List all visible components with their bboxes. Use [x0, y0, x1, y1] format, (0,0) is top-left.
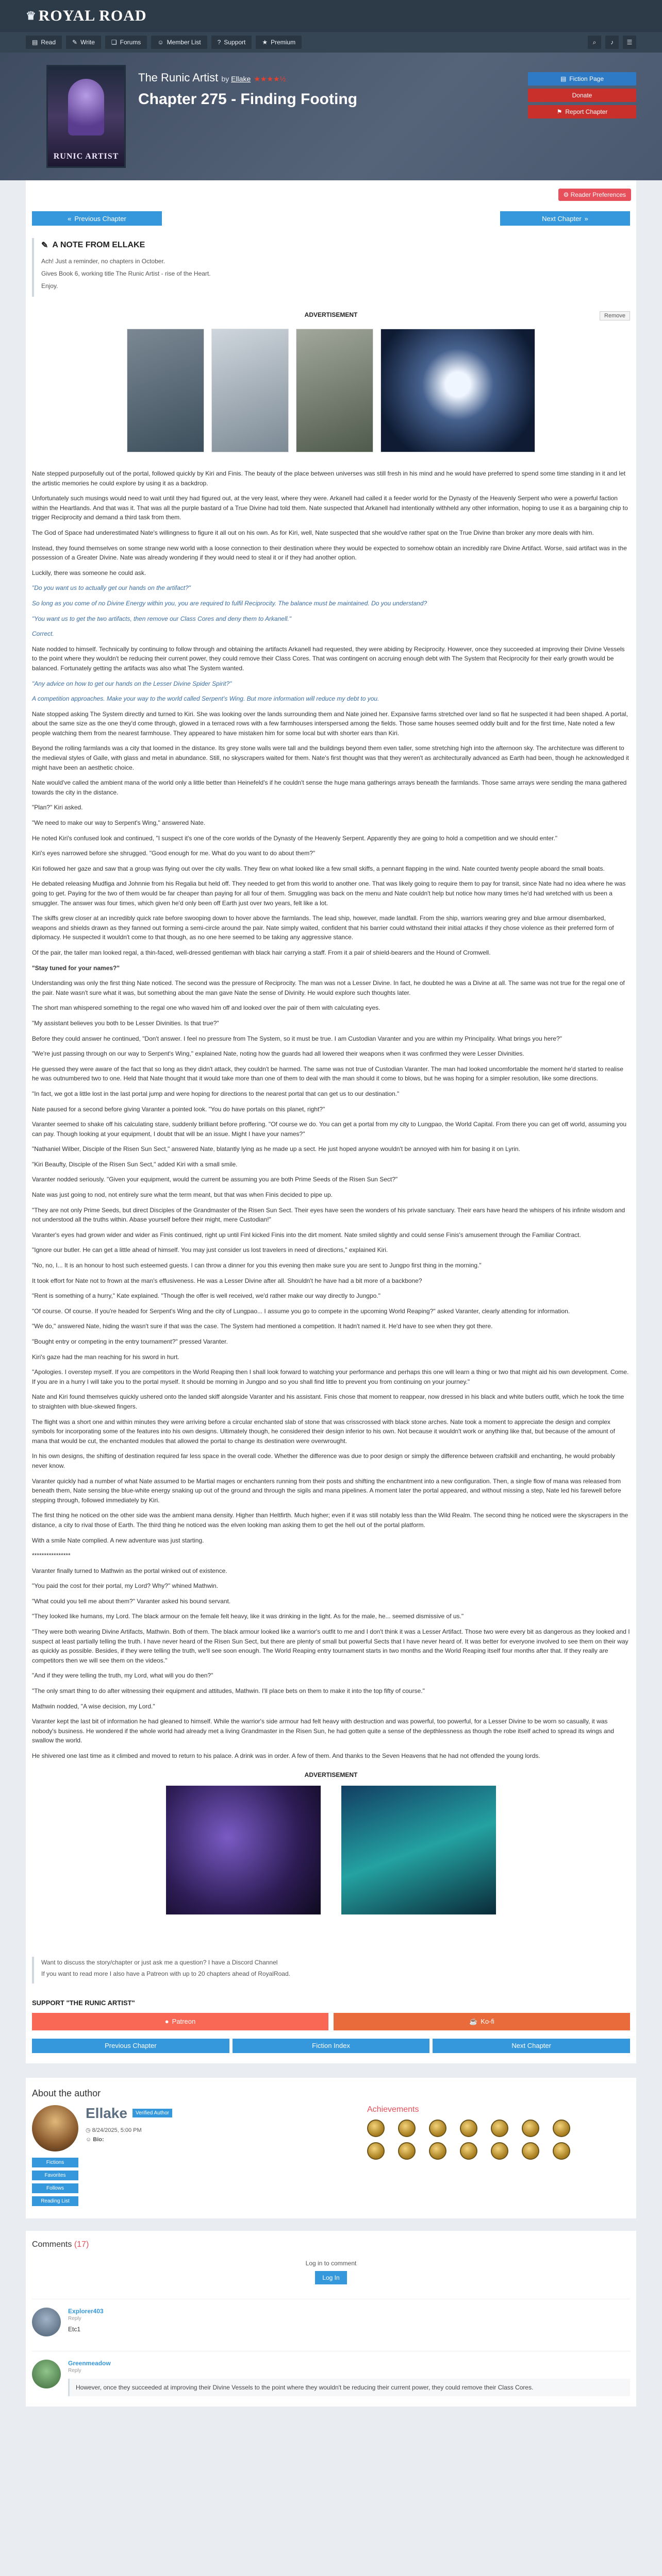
chapter-paragraph: The flight was a short one and within minutes they were arriving before a circular enchanted slab of stone that was crisscrossed with black stone arches. Nate took a moment to appreciate the design and complex symbols for incorporating some of the features into his own designs. Ultimately though, he considered their design inferior to his own. Not because it wouldn't work or anything like that, but because of the amount of mana that would be cut, the enchanted modules that allowed the portal to change its destination were overwrought. — [32, 1418, 615, 1445]
patreon-button[interactable]: ● Patreon — [32, 2013, 328, 2030]
next-chapter-button[interactable]: Next Chapter — [433, 2039, 630, 2053]
pen-icon: ✎ — [72, 39, 78, 46]
commenter-name[interactable]: Greenmeadow — [68, 2359, 111, 2367]
chapter-paragraph: Of the pair, the taller man looked regal, a thin-faced, well-dressed gentleman with black hair carrying a staff. From it a pair of shield-bearers and the Hound of Cromwell. — [32, 948, 491, 956]
chapter-paragraph: **************** — [32, 1552, 71, 1560]
ad-image[interactable] — [380, 329, 535, 452]
commenter-name[interactable]: Explorer403 — [68, 2307, 104, 2315]
ad-image[interactable] — [127, 329, 204, 452]
question-icon: ? — [217, 39, 221, 46]
chapter-paragraph: "You want us to get the two artifacts, then remove our Class Cores and deny them to Arkanell." — [32, 615, 291, 622]
chapter-paragraph: Nate paused for a second before giving Varanter a pointed look. "You do have portals on this planet, right?" — [32, 1105, 325, 1113]
chapter-paragraph: Mathwin nodded, "A wise decision, my Lord." — [32, 1702, 155, 1710]
ad-image[interactable] — [166, 1786, 321, 1914]
chapter-paragraph: He shivered one last time as it climbed and moved to return to his palace. A drink was in order. A few of them. And thanks to the Seven Heavens that he had not offended the young lords. — [32, 1752, 540, 1759]
support-heading: SUPPORT "THE RUNIC ARTIST" — [32, 1998, 135, 2007]
next-chapter-button[interactable]: Next Chapter » — [500, 211, 630, 226]
about-author — [26, 2078, 636, 2218]
chapter-paragraph: The first thing he noticed on the other side was the ambient mana density. Higher than Heltfirth. Much higher; even if it was still notably less than the Wild Realm. The second thing he noticed were the skyscrapers in the distance, a city to rival those of Earth. The third thing he noticed was the elven looking man asking them to get the hell out of the portal platform. — [32, 1512, 628, 1529]
cover-art — [68, 79, 104, 135]
login-button[interactable]: Log In — [315, 2271, 346, 2284]
fiction-title[interactable]: The Runic Artist — [138, 71, 219, 84]
achievement-badge-icon[interactable] — [491, 2120, 508, 2137]
achievement-badge-icon[interactable] — [429, 2120, 446, 2137]
author-note-bottom — [32, 1957, 630, 1984]
author-tag: Verified Author — [133, 2109, 172, 2117]
reader-preferences-button[interactable]: ⚙ Reader Preferences — [558, 189, 632, 201]
chapter-paragraph: The short man whispered something to the regal one who waved him off and looked over the pair of them with calculating eyes. — [32, 1004, 380, 1012]
achievement-badge-icon[interactable] — [460, 2142, 477, 2160]
chapter-content — [32, 469, 630, 1761]
chapter-paragraph: Varanter's eyes had grown wider and wider as Finis continued, right up until Finl kicked Finis into the dirt moment. Nate smiled slightly and could sense Finis's amusement through the Familiar Contract. — [32, 1231, 581, 1239]
nav-support[interactable]: ? Support — [211, 36, 252, 49]
site-header — [0, 0, 662, 32]
chapter-paragraph: "The only smart thing to do after witnessing their equipment and attitudes, Mathwin. I'll place bets on them to make it into the top fifty of course." — [32, 1687, 425, 1695]
chapter-paragraph: Varanter seemed to shake off his calculating stare, suddenly brilliant before proffering. "Of course we do. You can get a portal from my city to Lungpao, the World Capital. From there you can get off world, assuming you can pay. Though looking at your equipment, I doubt that will be an issue. Might I have your names?" — [32, 1121, 627, 1138]
comment-quote: However, once they succeeded at improving their Divine Vessels to the point where they wouldn't be reducing their current power, they could remove their Class Cores. — [68, 2379, 630, 2396]
nav-member-list[interactable]: ☺ Member List — [151, 36, 207, 49]
achievement-badge-icon[interactable] — [522, 2142, 539, 2160]
chapter-paragraph: "Bought entry or competing in the entry tournament?" pressed Varanter. — [32, 1338, 228, 1345]
chapter-paragraph: Varanter nodded seriously. "Given your equipment, would the current be assuming you are both Prime Seeds of the Risen Sun Sect?" — [32, 1176, 398, 1183]
fiction-actions — [528, 72, 636, 118]
cover-title: RUNIC ARTIST — [53, 152, 119, 161]
achievement-badge-icon[interactable] — [522, 2120, 539, 2137]
achievement-badge-icon[interactable] — [553, 2142, 570, 2160]
author-note-line: Want to discuss the story/chapter or just ask me a question? I have a Discord Channel — [41, 1958, 278, 1966]
chapter-paragraph: "Apologies. I overstep myself. If you are competitors in the World Reaping then I shall look forward to watching your performance and perhaps this one will learn a thing or two that might aid his own development. Come. If you are in a hurry I will take you to the portal myself. It should be morning in Jungpo and so you shall find little to prevent you from continuing on your journey." — [32, 1368, 629, 1385]
author-meta: ◷ 8/24/2025, 5:00 PM ☺ Bio: — [86, 2127, 142, 2143]
achievement-badge-icon[interactable] — [398, 2142, 416, 2160]
comments-icon: ❑ — [111, 39, 117, 46]
author-note-line: Enjoy. — [41, 282, 58, 290]
chapter-paragraph: "Rent is something of a hurry," Kate explained. "Though the offer is well received, we'd rather make our way directly to Jungpo." — [32, 1292, 380, 1300]
login-prompt: Log in to comment Log In — [32, 2260, 630, 2284]
chapter-paragraph: "In fact, we got a little lost in the last portal jump and were hoping for directions to the nearest portal that can get us to our destination." — [32, 1090, 400, 1097]
ad-image[interactable] — [296, 329, 373, 452]
rating-stars: ★★★★½ — [254, 75, 286, 83]
chevron-right-icon: » — [584, 214, 588, 223]
chapter-paragraph: It took effort for Nate not to frown at the man's effusiveness. He was a Lesser Divine after all. Shouldn't he have had a bit more of a backbone? — [32, 1277, 422, 1284]
search-icon[interactable]: ⌕ — [588, 36, 601, 49]
chapter-paragraph: "We do," answered Nate, hiding the wasn't sure if that was the case. The System had mentioned a competition. It hadn't named it. He'd have to see when they got there. — [32, 1323, 493, 1330]
kofi-button[interactable]: ☕ Ko-fi — [334, 2013, 630, 2030]
top-nav — [0, 32, 662, 53]
chapter-paragraph: "Plan?" Kiri asked. — [32, 804, 83, 811]
author-fictions-button[interactable]: Fictions — [32, 2158, 78, 2167]
reply-link[interactable]: Reply — [68, 2315, 81, 2321]
chapter-paragraph: "We're just passing through on our way to Serpent's Wing," explained Nate, noting how the guards had all lowered their weapons when it was confirmed they were Lesser Divinities. — [32, 1050, 524, 1058]
nav-premium[interactable]: ★ Premium — [256, 36, 302, 49]
chapter-paragraph: "Ignore our butler. He can get a little ahead of himself. You may just consider us lost travelers in need of directions," explained Kiri. — [32, 1246, 388, 1254]
achievements-heading: Achievements — [367, 2105, 419, 2114]
fiction-index-button[interactable]: Fiction Index — [233, 2039, 430, 2053]
comments-heading: Comments (17) — [32, 2240, 89, 2249]
about-heading: About the author — [32, 2088, 101, 2098]
previous-chapter-button[interactable]: « Previous Chapter — [32, 211, 162, 226]
commenter-avatar[interactable] — [32, 2308, 61, 2336]
author-note-top — [32, 238, 630, 297]
clock-icon: ◷ — [86, 2127, 91, 2133]
author-note-line: Ach! Just a reminder, no chapters in October. — [41, 258, 166, 265]
reply-link[interactable]: Reply — [68, 2367, 81, 2374]
chapter-paragraph: "They were both wearing Divine Artifacts, Mathwin. Both of them. The black armour looked like a warrior's outfit to me and I don't think it was a Lesser Artifact. Those two were every bit as dangerous as they looked and I suspect at least partially telling the truth. I have never heard of the Risen Sun Sect, but there are plenty of small but powerful Sects that I have never heard of. It was better for everyone involved to see them on their way as quickly as possible. Besides, if they were telling the truth, we'll see soon enough. The World Reaping entry tournament starts in two months and the World Reaping itself four months after that. If they really are competitors then we will see them on the videos." — [32, 1628, 630, 1664]
previous-chapter-button[interactable]: Previous Chapter — [32, 2039, 229, 2053]
achievement-badge-icon[interactable] — [491, 2142, 508, 2160]
chapter-paragraph: "We need to make our way to Serpent's Wing," answered Nate. — [32, 819, 206, 827]
fiction-header — [0, 53, 662, 180]
chapter-paragraph: Nate stepped purposefully out of the portal, followed quickly by Kiri and Finis. The beauty of the place between universes was still fresh in his mind and he would have preferred to spend some time standing in it and let the artistic memories he could explore by using it as a backdrop. — [32, 470, 626, 487]
chapter-paragraph: Varanter quickly had a number of what Nate assumed to be Martial mages or enchanters running from their posts and shifting the enchantment into a new configuration. Then, a single flow of mana was released from beneath them, Nate sensing the blue-white energy snaking up out of the ground and through the sigils and mana pipelines. A moment later the portal appeared, and without missing a step, Nate led his farewell before stepping through, followed immediately by Kiri. — [32, 1477, 621, 1504]
crown-icon: ♛ — [26, 9, 37, 22]
chapter-paragraph: "My assistant believes you both to be Lesser Divinities. Is that true?" — [32, 1019, 219, 1027]
chapter-paragraph: Nate nodded to himself. Technically by continuing to follow through and obtaining the artifacts Arkanell had requested, they were abiding by Reciprocity. However, once they succeeded at improving their Divine Vessels to the point where they wouldn't be reducing their current power, they could remove their Class Cores. That was contingent on accruing enough debt with The System that Reciprocity for their early growth would be balanced. Fortunately getting the artifacts was also what The System wanted. — [32, 645, 625, 672]
book-icon: ▤ — [560, 75, 567, 82]
users-icon: ☺ — [157, 39, 164, 46]
remove-ad-button[interactable]: Remove — [600, 311, 630, 320]
chapter-paragraph: The skiffs grew closer at an incredibly quick rate before swooping down to hover above the farmlands. The lead ship, however, made landfall. From the ship, warriors wearing grey and blue armour disembarked, weapons and shields drawn as they fanned out forming a semi-circle around the pair. Nate simply waited, confident that his barrier could withstand their initial attacks if they chose violence as their preferred form of diplomacy. He suspected it wouldn't come to that though, as no one here seemed to be taking any aggressive stance. — [32, 914, 614, 941]
chapter-paragraph: "Stay tuned for your names?" — [32, 964, 120, 972]
chapter-nav-top — [26, 180, 636, 226]
achievements — [367, 2105, 573, 2206]
chapter-paragraph: "Of course. Of course. If you're headed for Serpent's Wing and the city of Lungpao... I assume you go to compete in the upcoming World Reaping?" asked Varanter, clearly attending for information. — [32, 1307, 570, 1315]
chapter-paragraph: Kiri's gaze had the man reaching for his sword in hurt. — [32, 1353, 179, 1361]
site-logo[interactable] — [26, 7, 147, 25]
chapter-paragraph: Before they could answer he continued, "Don't answer. I feel no pressure from The System, so it must be true. I am Custodian Varanter and you are within my Principality. What brings you here?" — [32, 1035, 562, 1042]
logo-text: ROYAL ROAD — [38, 7, 147, 24]
ad-image[interactable] — [211, 329, 289, 452]
chapter-portlet — [26, 180, 636, 2063]
chapter-paragraph: "Kiri Beaufty, Disciple of the Risen Sun Sect," added Kiri with a small smile. — [32, 1160, 238, 1168]
chapter-paragraph: Nate was just going to nod, not entirely sure what the term meant, but that was when Finis decided to pipe up. — [32, 1191, 333, 1199]
chapter-paragraph: Unfortunately such musings would need to wait until they had figured out, at the very least, where they were. Arkanell had called it a feeder world for the Dynasty of the Heavenly Serpent who were a powerful faction within the Heartlands. And that was it. That was all the purple bastard of a True Divine had told them. Nate suspected that Arkanell had intentionally withheld any other information, hoping to use it as a bargaining chip to trigger Reciprocity and demand a third task from them. — [32, 495, 628, 521]
achievement-badge-icon[interactable] — [367, 2120, 385, 2137]
support-buttons — [32, 2013, 630, 2030]
author-favorites-button[interactable]: Favorites — [32, 2171, 78, 2180]
chapter-paragraph: "They are not only Prime Seeds, but direct Disciples of the Grandmaster of the Risen Sun Sect. Their eyes have seen the wonders of his private sanctuary. Their ears have heard the whispers of his infinite wisdom and not understood all the truths within. Abase yourself before their might, mere Custodian!" — [32, 1206, 625, 1224]
advertisement — [32, 1771, 630, 1946]
report-chapter-button[interactable]: ⚑ Report Chapter — [528, 105, 636, 118]
fiction-page-button[interactable]: ▤ Fiction Page — [528, 72, 636, 86]
commenter-avatar[interactable] — [32, 2360, 61, 2388]
author-avatar[interactable] — [32, 2105, 78, 2151]
chapter-title: Chapter 275 - Finding Footing — [138, 91, 357, 108]
author-note-heading: ✎ A NOTE FROM ELLAKE — [41, 241, 145, 250]
chapter-paragraph: Beyond the rolling farmlands was a city that loomed in the distance. Its grey stone walls were tall and the buildings beyond them even taller, some stretching high into the afternoon sky. The architecture was different to the medieval styles of Galle, with glass and metal in abundance. Still, no skyscrapers waited for them. Nate's first thought was that they weren't as architecturally advanced as Earth had been, though he acknowledged it might have been an aesthetic choice. — [32, 744, 629, 771]
chapter-paragraph: He debated releasing Mudfiga and Johnnie from his Regalia but held off. They needed to get from this world to another one. That was likely going to require them to pay for transit, since Nate had no idea where he was going to get. Paying for the two of them would be far cheaper than paying for all four of them. Smuggling was back on the menu and Nate couldn't help but notice how many times he'd had wretched with us been a smuggler. The answer was four times, which given he'd only been off Earth just over two years, felt like a lot. — [32, 880, 626, 907]
chapter-paragraph: The God of Space had underestimated Nate's willingness to figure it all out on his own. As for Kiri, well, Nate suspected that she would've rather spat on the True Divine than broker any more deals with him. — [32, 529, 594, 536]
author-note-line: If you want to read more I also have a Patreon with up to 20 chapters ahead of RoyalRoad. — [41, 1970, 290, 1977]
user-menu-icon[interactable]: ☰ — [623, 36, 636, 49]
nav-read[interactable]: ▤ Read — [26, 36, 62, 49]
chapter-paragraph: "No, no, I... It is an honour to host such esteemed guests. I can throw a dinner for you this evening then make sure you are sent to Jungpo first thing in the morning." — [32, 1262, 482, 1269]
chevron-left-icon: « — [68, 214, 72, 223]
notifications-icon[interactable]: ♪ — [605, 36, 619, 49]
chapter-paragraph: So long as you come of no Divine Energy within you, you are required to fulfil Reciprocity. The balance must be maintained. Do you understand? — [32, 599, 427, 607]
chapter-paragraph: Varanter finally turned to Mathwin as the portal winked out of existence. — [32, 1567, 227, 1574]
comment — [32, 2299, 630, 2336]
achievement-badge-icon[interactable] — [553, 2120, 570, 2137]
achievement-badge-icon[interactable] — [398, 2120, 416, 2137]
gear-icon: ⚙ — [563, 191, 569, 198]
nav-forums[interactable]: ❑ Forums — [105, 36, 147, 49]
chapter-paragraph: "What could you tell me about them?" Varanter asked his bound servant. — [32, 1597, 231, 1605]
fiction-cover[interactable] — [46, 65, 126, 168]
chapter-paragraph: "Nathaniel Wilber, Disciple of the Risen Sun Sect," answered Nate, blatantly lying as he made up a sect. He just hoped anyone wouldn't be annoyed with him for basing it on Lyrin. — [32, 1145, 520, 1153]
fiction-title-line: The Runic Artist by Ellake ★★★★½ — [138, 71, 286, 84]
author-name[interactable]: Ellake Verified Author — [86, 2105, 172, 2122]
author-follows-button[interactable]: Follows — [32, 2183, 78, 2193]
author-link[interactable]: Ellake — [231, 75, 251, 83]
chapter-paragraph: Nate stopped asking The System directly and turned to Kiri. She was looking over the lands surrounding them and Nate joined her. Expansive farms stretched over land so flat he suspected it had been shaped. A portal, about the same size as the one they'd come through, glowed in a terraced rows with a few farmhouses interspersed among the fields. Those same houses seemed oddly built and for the first time, Nate noted a few people watching them from the nearest farmhouse. They appeared to have mistaken him for some local but with shorter ears than Kiri. — [32, 710, 628, 737]
comment — [32, 2351, 630, 2396]
chapter-paragraph: He guessed they were aware of the fact that so long as they didn't attack, they couldn't be harmed. The same was not true of Custodian Varanter. The man had looked uncomfortable the moment he'd started to realise he was outnumbered two to one. Held that Nate thought that it would take more than one of them to deal with the man should it come to blows, but he was hoping for a simpler resolution, like some directions. — [32, 1065, 623, 1082]
chapter-paragraph: In his own designs, the shifting of destination required far less space in the overall code. Whether the difference was due to poor design or simply the difference between craftskill and enchanting, he would probably never know. — [32, 1452, 615, 1469]
chapter-paragraph: Instead, they found themselves on some strange new world with a loose connection to their destination where they would be expected to somehow obtain an incredibly rare Divine Artifact. Worse, said artifact was in the possession of a Greater Divine. Nate was already wondering if they would need to steal it or if they had another option. — [32, 544, 627, 562]
user-icon: ☺ — [86, 2137, 92, 2143]
flag-icon: ⚑ — [556, 108, 562, 115]
chapter-paragraph: With a smile Nate complied. A new adventure was just starting. — [32, 1536, 204, 1544]
chapter-paragraph: "You paid the cost for their portal, my Lord? Why?" whined Mathwin. — [32, 1582, 218, 1590]
book-icon: ▤ — [32, 39, 38, 46]
coffee-icon: ☕ — [469, 2017, 478, 2025]
donate-button[interactable]: Donate — [528, 89, 636, 102]
chapter-paragraph: Correct. — [32, 630, 54, 638]
pen-icon: ✎ — [41, 241, 48, 250]
nav-write[interactable]: ✎ Write — [66, 36, 101, 49]
chapter-paragraph: Kiri followed her gaze and saw that a group was flying out over the city walls. They flew on what looked like a few small skiffs, a pennant flapping in the wind. Nate counted twenty people aboard the small boats. — [32, 865, 605, 872]
chapter-paragraph: "They looked like humans, my Lord. The black armour on the female felt heavy, like it was drinking in the light. As for the male, he... seemed dismissive of us." — [32, 1613, 464, 1620]
chapter-paragraph: Nate and Kiri found themselves quickly ushered onto the landed skiff alongside Varanter and his assistant. Finis chose that moment to reappear, now dressed in his black and white butlers outfit, which he took the time to straighten with blue-skewed fingers. — [32, 1393, 624, 1410]
chapter-paragraph: "Any advice on how to get our hands on the Lesser Divine Spider Spirit?" — [32, 680, 232, 687]
achievement-badge-icon[interactable] — [367, 2142, 385, 2160]
chapter-paragraph: Nate would've called the ambient mana of the world only a little better than Heinefeld's if he couldn't sense the huge mana gatherings arrays beneath the farmlands. Those same arrays were sending the mana gathered towards the city in the distance. — [32, 779, 627, 796]
chapter-paragraph: "And if they were telling the truth, my Lord, what will you do then?" — [32, 1672, 213, 1680]
ad-label: ADVERTISEMENT — [304, 1771, 358, 1778]
ad-image[interactable] — [341, 1786, 496, 1914]
chapter-paragraph: A competition approaches. Make your way to the world called Serpent's Wing. But more information will reduce my debt to you. — [32, 695, 379, 703]
advertisement — [32, 311, 630, 461]
chapter-paragraph: Kiri's eyes narrowed before she shrugged. "Good enough for me. What do you want to do about them?" — [32, 850, 316, 857]
chapter-paragraph: Varanter kept the last bit of information he had gleaned to himself. While the warrior's side armour had felt heavy with destruction and was powerful, too powerful, for a Lesser Divine to be worn so casually, it was nobody's business. He wondered if the whole world had already met a living Grandmaster in the Risen Sun, he had gotten quite a sense of the depthlessness as though the robe itself ached to spread its wings and swallow the world. — [32, 1718, 614, 1744]
chapter-paragraph: Luckily, there was someone he could ask. — [32, 569, 146, 577]
ad-label: ADVERTISEMENT — [304, 311, 358, 318]
author-note-line: Gives Book 6, working title The Runic Artist - rise of the Heart. — [41, 270, 211, 277]
star-icon: ★ — [262, 39, 268, 46]
comment-text: Etc1 — [68, 2325, 81, 2333]
patreon-icon: ● — [164, 2018, 169, 2026]
achievement-badge-icon[interactable] — [429, 2142, 446, 2160]
achievement-badge-icon[interactable] — [460, 2120, 477, 2137]
chapter-paragraph: He noted Kiri's confused look and continued, "I suspect it's one of the core worlds of the Dynasty of the Heavenly Serpent. Apparently they are going to hold a competition and we should enter." — [32, 834, 558, 842]
chapter-nav-bottom — [32, 2039, 630, 2053]
chapter-paragraph: Understanding was only the first thing Nate noticed. The second was the pressure of Reciprocity. The man was not a Lesser Divine. In fact, he doubted he was a Divine at all. The same was not true for the regal one of the pair. Nate wasn't sure what it was, but something about the man gave Nate the sense of Divinity. He would explore such thoughts later. — [32, 979, 625, 996]
chapter-paragraph: "Do you want us to actually get our hands on the artifact?" — [32, 584, 191, 592]
author-reading-list-button[interactable]: Reading List — [32, 2196, 78, 2206]
comments-section — [26, 2231, 636, 2406]
